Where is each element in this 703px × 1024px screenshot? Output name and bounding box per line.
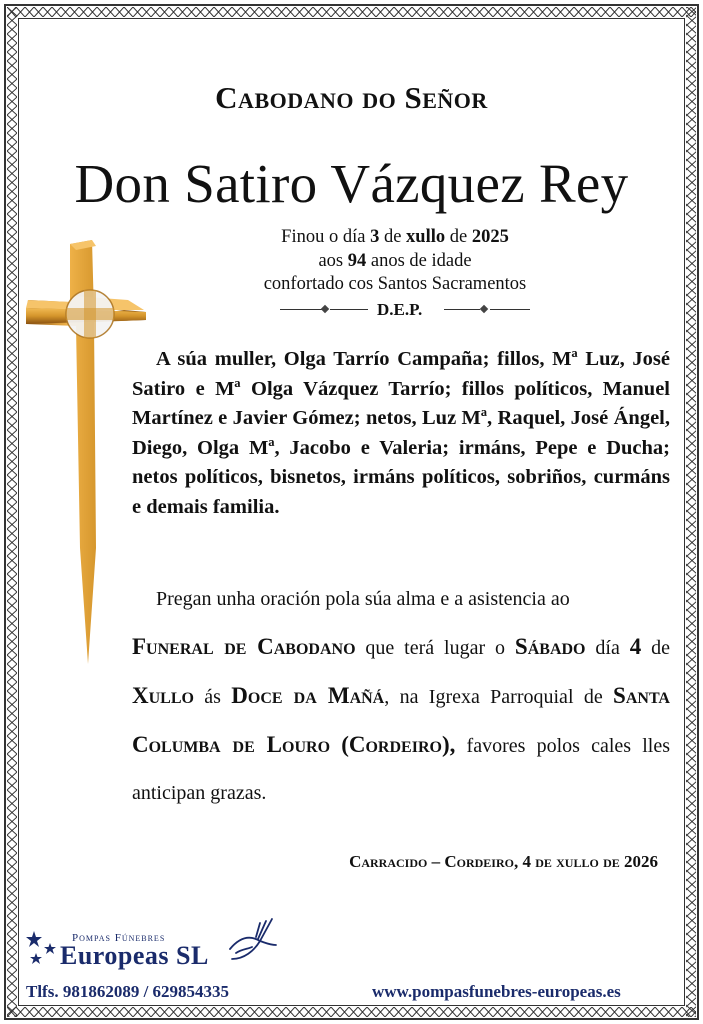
deceased-name: Don Satiro Vázquez Rey — [74, 153, 629, 214]
funeral-day: 4 — [629, 634, 642, 659]
contact-phones: Tlfs. 981862089 / 629854335 — [26, 982, 230, 1001]
logo-name: Europeas SL — [60, 941, 209, 970]
divider-line — [280, 309, 322, 310]
death-info — [160, 226, 630, 297]
logo-tagline: Pompas Fúnebres — [72, 932, 166, 944]
website-link[interactable]: www.pompasfunebres-europeas.es — [372, 982, 621, 1001]
sacraments-line: confortado cos Santos Sacramentos — [263, 274, 527, 294]
dove-icon — [224, 915, 280, 967]
notice-title: Cabodano do Señor — [215, 80, 488, 115]
company-logo — [24, 915, 284, 973]
funeral-weekday: Sábado — [514, 634, 586, 659]
divider-line — [330, 309, 368, 310]
age-line: aos 94 anos de idade — [318, 250, 472, 271]
stars-icon — [24, 929, 58, 971]
death-date-line: Finou o día 3 de xullo de 2025 — [281, 227, 509, 247]
ceremony-name: Funeral de Cabodano — [132, 634, 356, 659]
dep-divider — [280, 299, 530, 321]
diamond-icon — [480, 305, 488, 313]
date-place: Carracido – Cordeiro, 4 de xullo de 2026 — [349, 852, 658, 871]
funeral-intro: Pregan unha oración pola súa alma e a asistencia ao — [156, 588, 570, 610]
funeral-time: Doce da Mañá — [231, 683, 385, 708]
divider-line — [490, 309, 530, 310]
dep-text: D.E.P. — [377, 300, 423, 319]
diamond-icon — [321, 305, 329, 313]
mourners-paragraph: A súa muller, Olga Tarrío Campaña; fillos, Mª Luz, José Satiro e Mª Olga Vázquez Tarrío; fillos políticos, Manuel Martínez e Javier Gómez; netos, Luz Mª, Raquel, José Ángel, Diego, Olga Mª, Jacobo e Valeria; irmáns, Pepe e Ducha; netos políticos, bisnetos, irmáns políticos, sobriños, curmáns e demais familia. — [132, 348, 670, 518]
church-name: Santa Columba de Louro — [132, 683, 670, 757]
funeral-paragraph: Pregan unha oración pola súa alma e a asistencia ao Funeral de Cabodano que terá lugar o Sábado día 4 de Xullo ás Doce da Mañá, na Igrexa Parroquial de Santa Columba de Louro (Cordeiro), favores polos cales lles anticipan grazas. — [132, 576, 670, 817]
funeral-month: Xullo — [132, 683, 194, 708]
divider-line — [444, 309, 480, 310]
parish-name: (Cordeiro), — [341, 732, 456, 757]
